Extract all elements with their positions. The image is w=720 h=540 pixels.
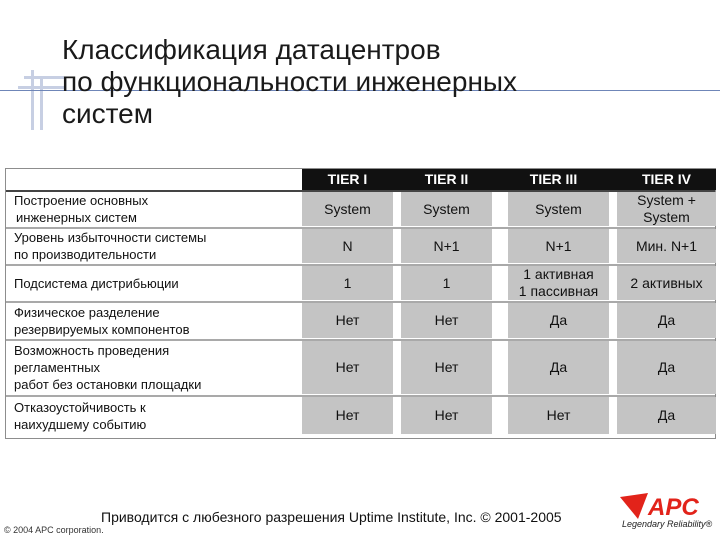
logo-tagline: Legendary Reliability® xyxy=(622,519,713,529)
row-label-physical-separation xyxy=(14,302,189,339)
logo-text: APC xyxy=(648,494,699,521)
table-cell xyxy=(302,397,393,434)
cell-text: Нет xyxy=(434,359,459,375)
title-line: систем xyxy=(62,98,153,129)
cell-text: 2 активных xyxy=(630,274,703,291)
row-label-line: работ без остановки площадки xyxy=(14,377,202,392)
cell-text: System xyxy=(324,200,371,217)
cell-text: Мин. N+1 xyxy=(635,237,698,254)
table-cell xyxy=(508,192,609,226)
row-label-redundancy xyxy=(14,228,206,264)
row-label-maintenance xyxy=(14,340,201,395)
table-cell xyxy=(617,397,716,434)
slide-title xyxy=(62,34,517,130)
copyright-note: © 2004 APC corporation. xyxy=(4,525,104,535)
table-cell xyxy=(617,341,716,394)
row-label-line: инженерных систем xyxy=(16,210,137,225)
table-cell xyxy=(401,192,492,226)
cell-text: N+1 xyxy=(545,237,572,254)
table-cell xyxy=(508,266,609,300)
cell-text: System xyxy=(535,200,582,217)
cell-text: System + xyxy=(637,192,696,208)
table-cell xyxy=(302,341,393,394)
cell-text: Да xyxy=(657,359,676,375)
table-cell xyxy=(508,341,609,394)
source-credit: Приводится с любезного разрешения Uptime Institute, Inc. © 2001-2005 xyxy=(101,509,562,525)
row-label-line: Физическое разделение xyxy=(14,304,160,320)
row-label-line: по производительности xyxy=(14,247,157,262)
cell-text: Нет xyxy=(434,312,459,328)
table-cell xyxy=(401,266,492,300)
table-cell xyxy=(302,229,393,263)
table-cell xyxy=(302,192,393,226)
cell-text: 1 пассивная xyxy=(518,283,599,299)
table-cell xyxy=(401,229,492,263)
table-cell xyxy=(617,192,716,226)
decorative-cross-icon xyxy=(0,60,70,140)
row-label-line: Отказоустойчивость к xyxy=(14,400,146,415)
table-cell xyxy=(508,397,609,434)
column-header-tier-4: TIER IV xyxy=(641,171,691,187)
cell-text: 1 активная xyxy=(523,266,594,282)
cell-text: N+1 xyxy=(433,237,460,254)
cell-text: System xyxy=(643,209,690,225)
cell-text: Да xyxy=(549,359,568,375)
table-cell xyxy=(401,397,492,434)
cell-text: Да xyxy=(657,407,676,423)
title-line: по функциональности инженерных xyxy=(62,66,518,97)
cell-text: Нет xyxy=(434,407,459,423)
row-label-line: Подсистема дистрибьюции xyxy=(14,275,179,291)
cell-text: 1 xyxy=(343,274,352,291)
row-label-line: Возможность проведения xyxy=(14,343,170,358)
row-label-line: наихудшему событию xyxy=(14,417,147,432)
row-label-line: Уровень избыточности системы xyxy=(14,230,207,245)
table-cell xyxy=(617,303,716,338)
column-header-tier-1: TIER I xyxy=(327,171,368,187)
table-cell xyxy=(617,266,716,300)
table-cell xyxy=(302,266,393,300)
row-label-distribution xyxy=(14,265,179,301)
cell-text: 1 xyxy=(442,274,451,291)
table-cell xyxy=(508,229,609,263)
table-cell xyxy=(401,341,492,394)
cell-text: Нет xyxy=(335,312,360,328)
row-label-build xyxy=(14,191,148,227)
table-cell xyxy=(617,229,716,263)
title-line: Классификация датацентров xyxy=(62,34,441,65)
cell-text: Нет xyxy=(335,359,360,375)
apc-logo xyxy=(618,491,714,537)
cell-text: System xyxy=(423,200,470,217)
row-label-line: резервируемых компонентов xyxy=(14,321,190,337)
table-cell xyxy=(302,303,393,338)
row-label-line: Построение основных xyxy=(14,193,149,208)
row-label-line: регламентных xyxy=(14,360,101,375)
cell-text: N xyxy=(342,237,353,254)
table-cell xyxy=(401,303,492,338)
cell-text: Нет xyxy=(335,407,360,423)
column-header-tier-3: TIER III xyxy=(529,171,578,187)
cell-text: Да xyxy=(657,312,676,328)
row-label-fault-tolerance xyxy=(14,396,146,436)
tier-classification-table xyxy=(5,168,716,439)
column-header-tier-2: TIER II xyxy=(424,171,469,187)
table-cell xyxy=(508,303,609,338)
cell-text: Да xyxy=(549,312,568,328)
cell-text: Нет xyxy=(546,407,571,423)
